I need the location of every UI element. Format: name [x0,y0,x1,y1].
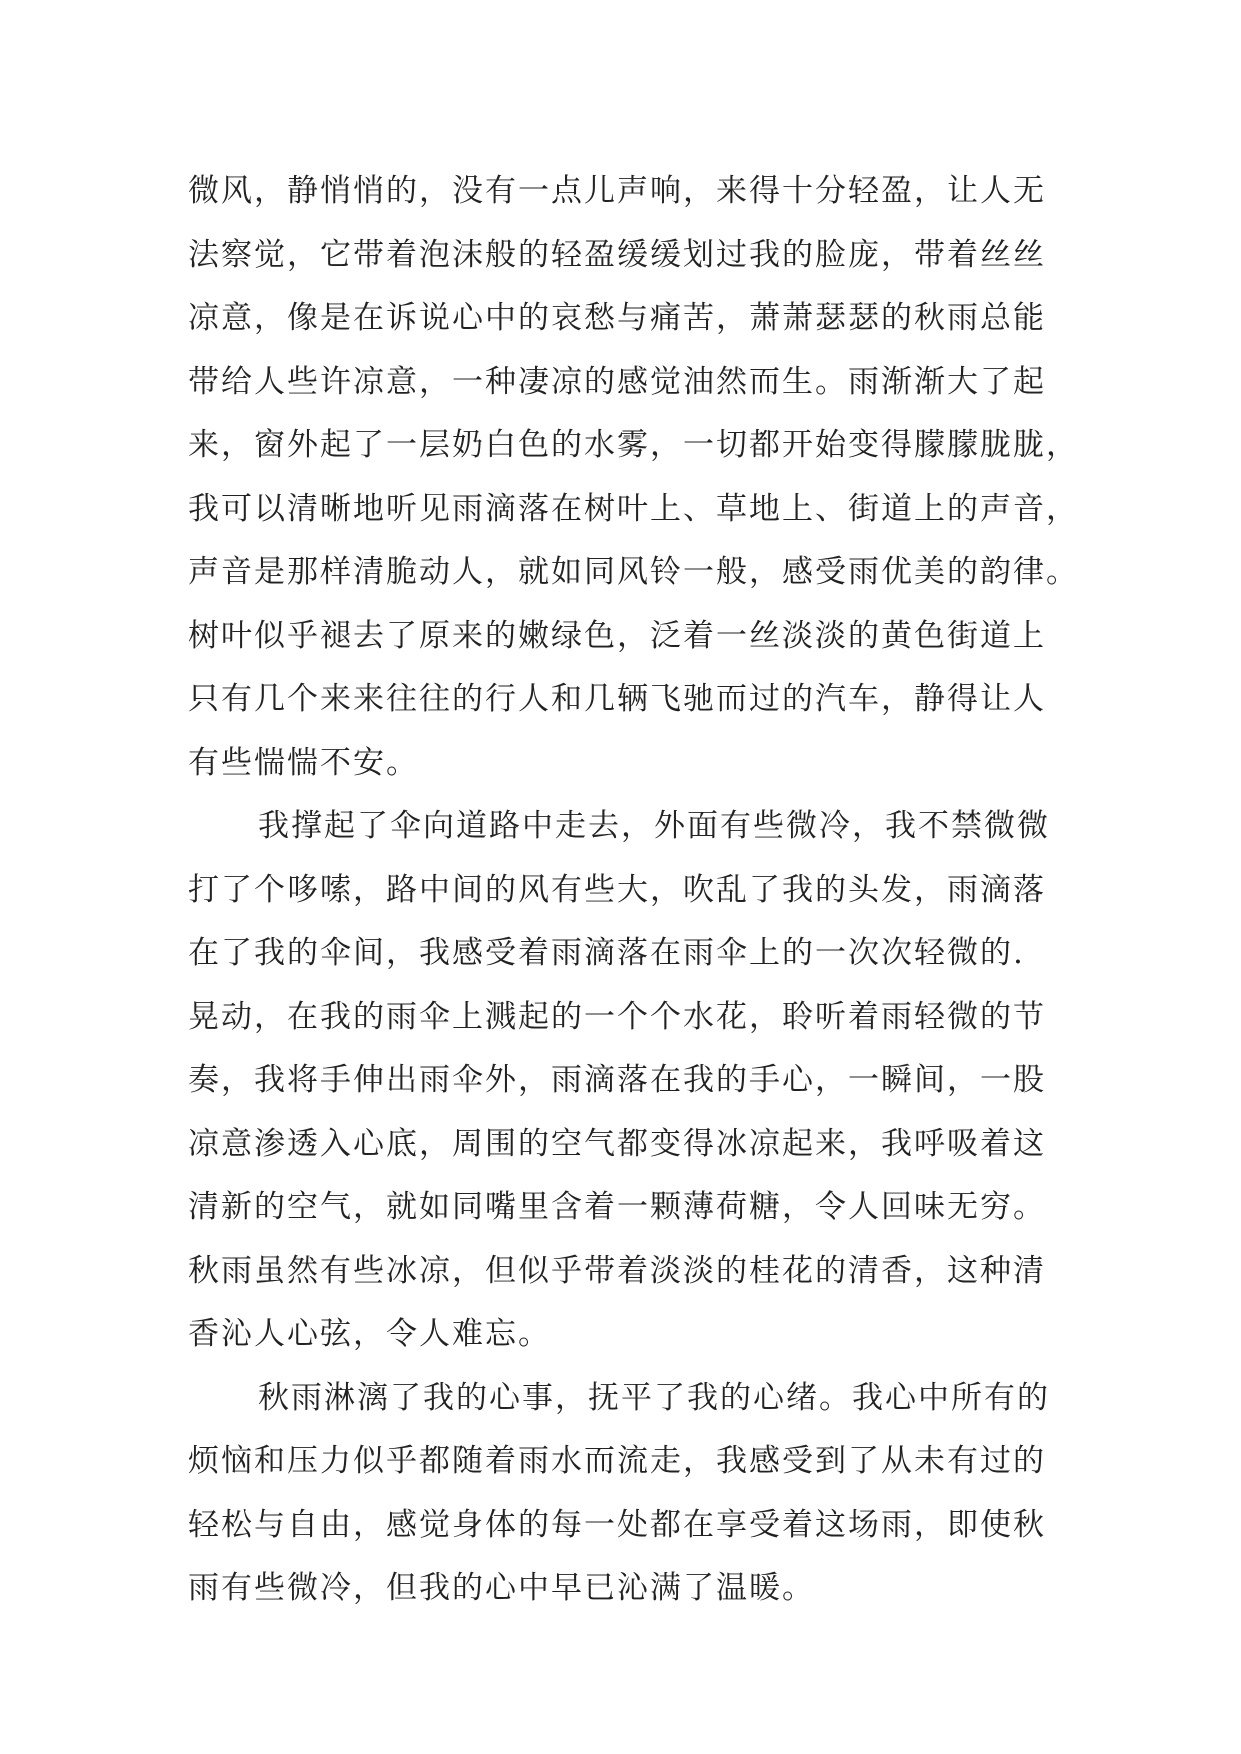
text-line: 雨有些微冷，但我的心中早已沁满了温暖。 [188,1570,815,1606]
text-line: 秋雨虽然有些冰凉，但似乎带着淡淡的桂花的清香，这种清 [188,1252,1046,1289]
text-line: 法察觉，它带着泡沫般的轻盈缓缓划过我的脸庞，带着丝丝 [188,236,1046,273]
paragraph-2 [188,795,1068,1367]
text-line: 带给人些许凉意，一种凄凉的感觉油然而生。雨渐渐大了起 [188,363,1046,400]
text-line: 微风，静悄悄的，没有一点儿声响，来得十分轻盈，让人无 [188,173,1046,209]
text-line: 树叶似乎褪去了原来的嫩绿色，泛着一丝淡淡的黄色街道上 [188,617,1046,654]
text-line: 秋雨淋漓了我的心事，抚平了我的心绪。我心中所有的 [258,1379,1050,1416]
text-line: 香沁人心弦，令人难忘。 [188,1316,551,1352]
text-line: 烦恼和压力似乎都随着雨水而流走，我感受到了从未有过的 [188,1443,1046,1479]
text-line: 有些惴惴不安。 [188,744,419,781]
document-body [188,160,1079,1621]
text-line: 我撑起了伞向道路中走去，外面有些微冷，我不禁微微 [258,808,1050,844]
text-line: 凉意渗透入心底，周围的空气都变得冰凉起来，我呼吸着这 [188,1125,1046,1162]
text-line: 只有几个来来往往的行人和几辆飞驰而过的汽车，静得让人 [188,681,1046,717]
paragraph-3 [188,1367,1068,1621]
text-line: 凉意，像是在诉说心中的哀愁与痛苦，萧萧瑟瑟的秋雨总能 [188,300,1046,336]
text-line: 奏，我将手伸出雨伞外，雨滴落在我的手心，一瞬间，一股 [188,1062,1046,1098]
text-line: 声音是那样清脆动人，就如同风铃一般，感受雨优美的韵律。 [188,554,1079,590]
text-line: 在了我的伞间，我感受着雨滴落在雨伞上的一次次轻微的. [188,935,1025,971]
text-line: 来，窗外起了一层奶白色的水雾，一切都开始变得朦朦胧胧， [188,427,1079,463]
text-line: 轻松与自由，感觉身体的每一处都在享受着这场雨，即使秋 [188,1506,1046,1543]
text-line: 清新的空气，就如同嘴里含着一颗薄荷糖，令人回味无穷。 [188,1189,1046,1225]
paragraph-1 [188,160,1079,795]
text-line: 我可以清晰地听见雨滴落在树叶上、草地上、街道上的声音， [188,490,1079,527]
text-line: 晃动，在我的雨伞上溅起的一个个水花，聆听着雨轻微的节 [188,998,1046,1035]
text-line: 打了个哆嗦，路中间的风有些大，吹乱了我的头发，雨滴落 [188,871,1046,908]
